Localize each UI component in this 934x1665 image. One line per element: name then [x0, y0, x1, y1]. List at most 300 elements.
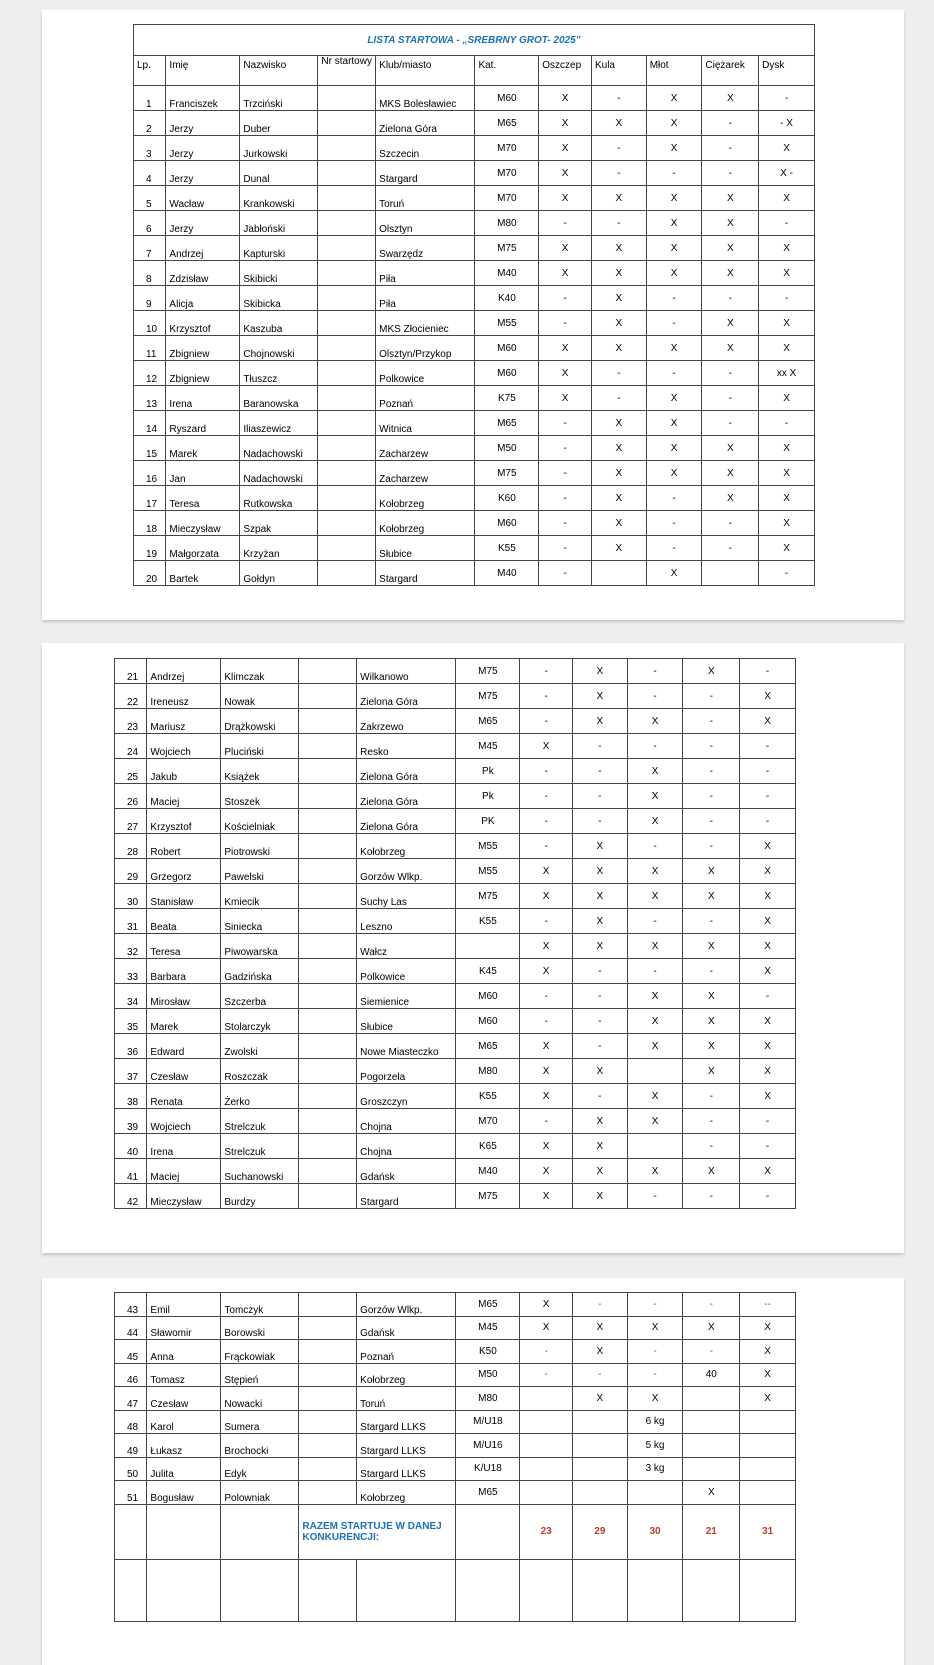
cell-dysk: - [759, 211, 815, 236]
cell-ciezarek: - [683, 809, 740, 834]
cell-nr-startowy [299, 1084, 357, 1109]
cell-kat: M65 [475, 411, 539, 436]
cell-imie: Andrzej [147, 659, 221, 684]
cell-ciezarek: - [683, 734, 740, 759]
cell-lp: 51 [115, 1481, 147, 1505]
cell-nr-startowy [299, 1009, 357, 1034]
cell-oszczep: X [520, 1034, 573, 1059]
cell-nazwisko: Piwowarska [221, 934, 299, 959]
cell-dysk: X [759, 336, 815, 361]
cell-ciezarek [683, 1387, 740, 1411]
cell-kula: X [591, 336, 646, 361]
cell-mlot: - [627, 1184, 683, 1209]
cell-nr-startowy [318, 486, 376, 511]
cell-ciezarek: - [683, 1184, 740, 1209]
cell-kula: X [591, 461, 646, 486]
cell-nazwisko: Stolarczyk [221, 1009, 299, 1034]
cell-nazwisko: Rutkowska [240, 486, 318, 511]
cell-klub-miasto: Leszno [357, 909, 456, 934]
cell-nr-startowy [318, 536, 376, 561]
cell-lp: 47 [115, 1387, 147, 1411]
cell-dysk: X [740, 1316, 796, 1340]
cell-nr-startowy [299, 1340, 357, 1364]
cell-mlot: X [646, 186, 702, 211]
cell-ciezarek: - [683, 1084, 740, 1109]
cell-lp: 35 [115, 1009, 147, 1034]
cell-oszczep: - [539, 286, 592, 311]
table-row [115, 1159, 796, 1184]
cell-nr-startowy [299, 1109, 357, 1134]
cell-nr-startowy [299, 884, 357, 909]
cell-kula: X [572, 1184, 627, 1209]
cell-nazwisko: Szpak [240, 511, 318, 536]
table-row [134, 386, 815, 411]
cell-oszczep: - [520, 709, 573, 734]
cell-klub-miasto: Siemienice [357, 984, 456, 1009]
cell-kula: X [591, 186, 646, 211]
cell-klub-miasto: Zielona Góra [357, 784, 456, 809]
cell-imie: Czesław [147, 1387, 221, 1411]
cell-kat: M75 [456, 659, 520, 684]
cell-dysk: - [740, 659, 796, 684]
cell-imie: Jerzy [166, 161, 240, 186]
table-row [115, 709, 796, 734]
cell-dysk: - [740, 984, 796, 1009]
cell-oszczep: - [520, 1363, 573, 1387]
cell-klub-miasto: Poznań [357, 1340, 456, 1364]
cell-dysk: X [740, 834, 796, 859]
cell-klub-miasto: Słubice [376, 536, 475, 561]
cell-imie: Jerzy [166, 211, 240, 236]
cell-nr-startowy [318, 111, 376, 136]
cell-ciezarek: 40 [683, 1363, 740, 1387]
table-row [115, 909, 796, 934]
cell-kula: - [572, 1084, 627, 1109]
cell-kat: M/U16 [456, 1434, 520, 1458]
cell-mlot: 6 kg [627, 1410, 683, 1434]
cell-nr-startowy [299, 1363, 357, 1387]
cell-klub-miasto: Zakrzewo [357, 709, 456, 734]
cell-nazwisko: Polowniak [221, 1481, 299, 1505]
empty-row [115, 1559, 796, 1621]
cell-kat: PK [456, 809, 520, 834]
cell-lp: 45 [115, 1340, 147, 1364]
table-row [115, 659, 796, 684]
cell-kat: M55 [456, 859, 520, 884]
cell-nazwisko: Roszczak [221, 1059, 299, 1084]
cell-oszczep: X [539, 236, 592, 261]
cell-kat: M70 [456, 1109, 520, 1134]
cell-kula: - [591, 361, 646, 386]
cell-oszczep: X [539, 336, 592, 361]
cell-kat: M80 [456, 1059, 520, 1084]
cell-oszczep [520, 1457, 573, 1481]
start-list-table-3 [114, 1292, 796, 1622]
table-row [134, 361, 815, 386]
cell-kat: M45 [456, 1316, 520, 1340]
cell-mlot: - [627, 1293, 683, 1317]
cell-lp: 44 [115, 1316, 147, 1340]
cell-mlot: X [627, 784, 683, 809]
cell-klub-miasto: Gdańsk [357, 1159, 456, 1184]
cell-lp: 27 [115, 809, 147, 834]
cell-dysk: X [740, 1034, 796, 1059]
cell-mlot: - [627, 1363, 683, 1387]
table-row [115, 809, 796, 834]
table-row [115, 1457, 796, 1481]
cell-ciezarek: X [702, 436, 759, 461]
cell-klub-miasto: Zielona Góra [357, 684, 456, 709]
cell-oszczep [520, 1434, 573, 1458]
cell-mlot [627, 1134, 683, 1159]
cell-mlot: X [646, 461, 702, 486]
cell-nazwisko: Klimczak [221, 659, 299, 684]
cell-kat: M60 [475, 86, 539, 111]
cell-mlot: X [627, 884, 683, 909]
cell-kat: K40 [475, 286, 539, 311]
cell-ciezarek: - [683, 1109, 740, 1134]
cell-dysk: - [740, 1134, 796, 1159]
cell-nazwisko: Tłuszcz [240, 361, 318, 386]
cell-dysk [740, 1481, 796, 1505]
table-row [134, 211, 815, 236]
cell-oszczep: - [520, 1009, 573, 1034]
cell-klub-miasto: Kołobrzeg [357, 1363, 456, 1387]
cell-lp: 17 [134, 486, 166, 511]
cell-kat: Pk [456, 759, 520, 784]
cell-nazwisko: Żerko [221, 1084, 299, 1109]
cell-imie: Beata [147, 909, 221, 934]
cell-oszczep: X [520, 1059, 573, 1084]
cell-mlot: - [627, 909, 683, 934]
cell-nr-startowy [299, 909, 357, 934]
cell-nazwisko: Kmiecik [221, 884, 299, 909]
cell-imie: Zbigniew [166, 336, 240, 361]
cell-klub-miasto: Stargard LLKS [357, 1434, 456, 1458]
cell-klub-miasto: Kołobrzeg [357, 1481, 456, 1505]
cell-dysk [740, 1434, 796, 1458]
cell-kat: K55 [456, 1084, 520, 1109]
cell-imie: Krzysztof [147, 809, 221, 834]
cell-klub-miasto: Chojna [357, 1134, 456, 1159]
table-row [134, 286, 815, 311]
table-row [115, 1034, 796, 1059]
table-row [115, 684, 796, 709]
cell-oszczep: X [520, 1293, 573, 1317]
cell-klub-miasto: MKS Bolesławiec [376, 86, 475, 111]
header-klub-miasto: Klub/miasto [376, 56, 475, 86]
cell-imie: Zbigniew [166, 361, 240, 386]
cell-imie: Łukasz [147, 1434, 221, 1458]
cell-nr-startowy [299, 734, 357, 759]
table-row [134, 336, 815, 361]
cell-nazwisko: Pawelski [221, 859, 299, 884]
cell-lp: 31 [115, 909, 147, 934]
cell-mlot: X [646, 111, 702, 136]
cell-mlot: X [646, 136, 702, 161]
cell-kula: - [591, 136, 646, 161]
table-row [115, 884, 796, 909]
cell-klub-miasto: Resko [357, 734, 456, 759]
table-row [134, 561, 815, 586]
cell-kula: X [572, 834, 627, 859]
cell-nazwisko: Nowak [221, 684, 299, 709]
cell-imie: Mieczysław [147, 1184, 221, 1209]
cell-kula [591, 561, 646, 586]
cell-ciezarek: - [702, 286, 759, 311]
table-row [115, 959, 796, 984]
cell-nazwisko: Stępień [221, 1363, 299, 1387]
cell-kula [572, 1457, 627, 1481]
cell-oszczep: X [539, 86, 592, 111]
cell-lp: 25 [115, 759, 147, 784]
cell-kat: Pk [456, 784, 520, 809]
cell-ciezarek: - [702, 411, 759, 436]
cell-nazwisko: Jabłoński [240, 211, 318, 236]
cell-lp: 7 [134, 236, 166, 261]
cell-imie: Małgorzata [166, 536, 240, 561]
cell-mlot: - [627, 734, 683, 759]
cell-kat: M65 [456, 709, 520, 734]
cell-lp: 15 [134, 436, 166, 461]
cell-oszczep: - [520, 909, 573, 934]
cell-ciezarek: - [702, 386, 759, 411]
cell-dysk: X [740, 934, 796, 959]
table-row [134, 161, 815, 186]
cell-ciezarek: X [683, 859, 740, 884]
cell-kula: X [591, 511, 646, 536]
cell-mlot: X [627, 759, 683, 784]
cell-lp: 28 [115, 834, 147, 859]
cell-ciezarek: - [683, 684, 740, 709]
table-row [134, 136, 815, 161]
cell-ciezarek: X [702, 186, 759, 211]
cell-mlot: X [646, 86, 702, 111]
cell-klub-miasto: Stargard LLKS [357, 1410, 456, 1434]
table-row [115, 1293, 796, 1317]
cell-kula: X [572, 1134, 627, 1159]
cell-klub-miasto: Stargard [357, 1184, 456, 1209]
cell-oszczep: - [539, 536, 592, 561]
cell-lp: 41 [115, 1159, 147, 1184]
cell-nr-startowy [299, 759, 357, 784]
cell-ciezarek: X [702, 486, 759, 511]
cell-mlot: 3 kg [627, 1457, 683, 1481]
cell-imie: Mariusz [147, 709, 221, 734]
cell-dysk: - [740, 809, 796, 834]
cell-klub-miasto: Gdańsk [357, 1316, 456, 1340]
cell-nazwisko: Gołdyn [240, 561, 318, 586]
cell-nazwisko: Nadachowski [240, 436, 318, 461]
table-row [134, 186, 815, 211]
cell-kula: - [572, 1009, 627, 1034]
table-row [134, 461, 815, 486]
cell-lp: 16 [134, 461, 166, 486]
cell-imie: Stanisław [147, 884, 221, 909]
cell-nr-startowy [299, 1293, 357, 1317]
cell-ciezarek: X [702, 336, 759, 361]
cell-klub-miasto: Stargard [376, 161, 475, 186]
table-row [115, 1316, 796, 1340]
table-row [115, 759, 796, 784]
cell-dysk: X - [759, 161, 815, 186]
cell-mlot: - [646, 511, 702, 536]
cell-nazwisko: Zwolski [221, 1034, 299, 1059]
cell-ciezarek: X [683, 884, 740, 909]
cell-ciezarek: - [683, 834, 740, 859]
cell-klub-miasto: Wałcz [357, 934, 456, 959]
cell-nazwisko: Krankowski [240, 186, 318, 211]
cell-imie: Anna [147, 1340, 221, 1364]
cell-klub-miasto: Zacharzew [376, 436, 475, 461]
cell-kula: X [572, 659, 627, 684]
table-row [134, 536, 815, 561]
cell-oszczep [520, 1410, 573, 1434]
cell-kat: M70 [475, 136, 539, 161]
cell-imie: Irena [166, 386, 240, 411]
cell-dysk [740, 1457, 796, 1481]
cell-lp: 48 [115, 1410, 147, 1434]
cell-dysk: X [759, 536, 815, 561]
cell-nazwisko: Nowacki [221, 1387, 299, 1411]
cell-ciezarek: - [683, 1293, 740, 1317]
cell-dysk: - [759, 86, 815, 111]
cell-kula: - [572, 1363, 627, 1387]
cell-dysk: X [759, 186, 815, 211]
cell-kat: M55 [475, 311, 539, 336]
cell-klub-miasto: Toruń [376, 186, 475, 211]
cell-kat: M75 [475, 461, 539, 486]
cell-lp: 2 [134, 111, 166, 136]
cell-kat: M75 [456, 1184, 520, 1209]
cell-mlot: X [627, 1387, 683, 1411]
cell-ciezarek: - [702, 536, 759, 561]
cell-oszczep: - [539, 436, 592, 461]
cell-kula: X [591, 486, 646, 511]
cell-kula [572, 1434, 627, 1458]
cell-ciezarek [702, 561, 759, 586]
table-row [115, 1059, 796, 1084]
cell-mlot: X [627, 859, 683, 884]
cell-oszczep: - [520, 984, 573, 1009]
cell-imie: Edward [147, 1034, 221, 1059]
cell-nr-startowy [299, 1134, 357, 1159]
cell-nazwisko: Suchanowski [221, 1159, 299, 1184]
cell-kat: M70 [475, 186, 539, 211]
document-page-2 [42, 643, 904, 1253]
cell-kat: M/U18 [456, 1410, 520, 1434]
cell-dysk: - X [759, 111, 815, 136]
cell-dysk: X [759, 486, 815, 511]
cell-nazwisko: Trzciński [240, 86, 318, 111]
cell-nazwisko: Dunal [240, 161, 318, 186]
cell-lp: 3 [134, 136, 166, 161]
header-ciezarek: Ciężarek [702, 56, 759, 86]
cell-lp: 26 [115, 784, 147, 809]
cell-oszczep: X [520, 884, 573, 909]
start-list-table-2 [114, 658, 796, 1209]
cell-dysk: X [740, 1009, 796, 1034]
cell-kat [456, 934, 520, 959]
cell-dysk: X [740, 709, 796, 734]
table-row [134, 486, 815, 511]
cell-imie: Grzegorz [147, 859, 221, 884]
cell-nr-startowy [299, 1410, 357, 1434]
cell-dysk: - [740, 759, 796, 784]
cell-oszczep: X [539, 386, 592, 411]
cell-kat: K75 [475, 386, 539, 411]
cell-ciezarek: X [702, 311, 759, 336]
cell-kat: M40 [475, 561, 539, 586]
cell-lp: 29 [115, 859, 147, 884]
cell-ciezarek: X [683, 1316, 740, 1340]
cell-klub-miasto: Szczecin [376, 136, 475, 161]
cell-nr-startowy [318, 136, 376, 161]
table-row [115, 1109, 796, 1134]
cell-lp: 8 [134, 261, 166, 286]
cell-imie: Renata [147, 1084, 221, 1109]
cell-nr-startowy [299, 1457, 357, 1481]
cell-oszczep: X [520, 959, 573, 984]
cell-kula: X [572, 1316, 627, 1340]
cell-imie: Ireneusz [147, 684, 221, 709]
cell-nr-startowy [318, 86, 376, 111]
cell-imie: Maciej [147, 1159, 221, 1184]
cell-nr-startowy [299, 1481, 357, 1505]
cell-ciezarek [683, 1434, 740, 1458]
cell-oszczep: X [520, 1084, 573, 1109]
cell-nr-startowy [299, 834, 357, 859]
cell-dysk: X [740, 909, 796, 934]
cell-dysk: X [740, 1059, 796, 1084]
cell-nazwisko: Jurkowski [240, 136, 318, 161]
cell-ciezarek: - [683, 759, 740, 784]
cell-dysk: X [759, 261, 815, 286]
cell-dysk: X [759, 511, 815, 536]
cell-nr-startowy [299, 659, 357, 684]
table-row [134, 261, 815, 286]
cell-nazwisko: Duber [240, 111, 318, 136]
cell-ciezarek: X [683, 1159, 740, 1184]
cell-klub-miasto: MKS Złocieniec [376, 311, 475, 336]
cell-ciezarek: X [702, 86, 759, 111]
table-row [115, 1434, 796, 1458]
cell-nazwisko: Tomczyk [221, 1293, 299, 1317]
cell-kula: X [572, 884, 627, 909]
cell-klub-miasto: Zacharzew [376, 461, 475, 486]
cell-lp: 14 [134, 411, 166, 436]
cell-oszczep: X [520, 934, 573, 959]
header-lp: Lp. [134, 56, 166, 86]
cell-kula: X [591, 236, 646, 261]
cell-lp: 34 [115, 984, 147, 1009]
cell-nazwisko: Kościelniak [221, 809, 299, 834]
cell-imie: Ryszard [166, 411, 240, 436]
cell-kat: M65 [456, 1293, 520, 1317]
cell-mlot: X [627, 934, 683, 959]
cell-nr-startowy [318, 511, 376, 536]
cell-mlot: X [646, 336, 702, 361]
cell-ciezarek: X [683, 984, 740, 1009]
cell-mlot: X [627, 1034, 683, 1059]
cell-mlot: X [646, 436, 702, 461]
cell-oszczep [520, 1481, 573, 1505]
cell-mlot: - [627, 684, 683, 709]
cell-oszczep: X [520, 859, 573, 884]
cell-kula: - [591, 386, 646, 411]
cell-kula: X [591, 311, 646, 336]
cell-mlot: X [646, 211, 702, 236]
